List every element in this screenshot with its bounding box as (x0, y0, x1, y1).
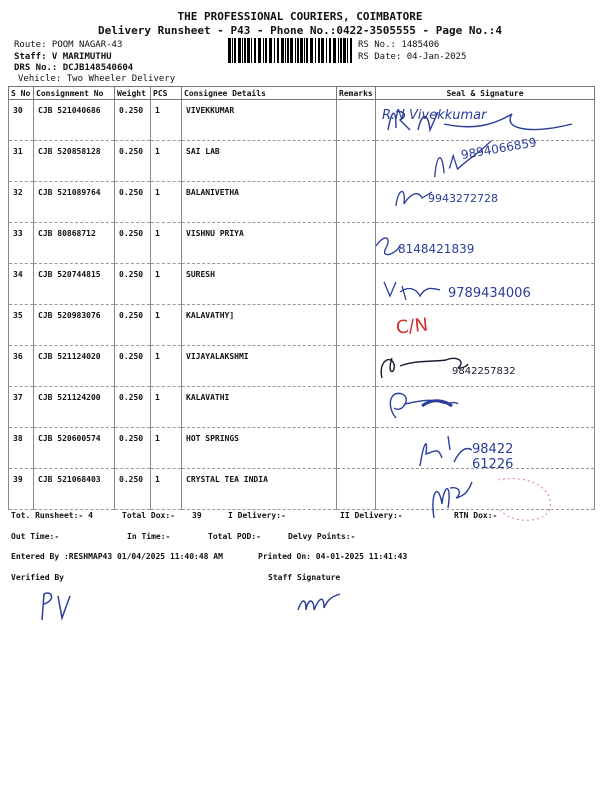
barcode-bar (343, 38, 346, 63)
company-title: THE PROFESSIONAL COURIERS, COIMBATORE (177, 10, 423, 23)
cell-seal (376, 346, 595, 387)
barcode-bar (338, 38, 339, 63)
cell-consignee: KALAVATHY] (182, 305, 337, 346)
barcode-bar (290, 38, 293, 63)
table-row (9, 346, 595, 387)
barcode-bar (238, 38, 241, 63)
route-label: Route: POOM NAGAR-43 (14, 40, 123, 50)
cell-sno: 37 (9, 387, 34, 428)
col-remarks: Remarks (337, 87, 376, 100)
table-header-row (9, 87, 595, 100)
verified-by-label: Verified By (11, 573, 64, 582)
cell-consignee: SAI LAB (182, 141, 337, 182)
cell-remarks (337, 387, 376, 428)
barcode-bar (306, 38, 308, 63)
cell-consignee: HOT SPRINGS (182, 428, 337, 469)
verified-signature (36, 588, 76, 626)
cell-consignment: CJB 521089764 (34, 182, 115, 223)
runsheet-title: Delivery Runsheet - P43 - Phone No.:0422-3505555 - Page No.:4 (98, 24, 502, 37)
cell-remarks (337, 182, 376, 223)
rtn-dox: RTN Dox:- (454, 511, 498, 520)
col-seal-signature: Seal & Signature (376, 87, 595, 100)
cell-consignment: CJB 521068403 (34, 469, 115, 510)
barcode-bar (310, 38, 313, 63)
cell-remarks (337, 223, 376, 264)
total-dox-value: 39 (192, 511, 202, 520)
barcode-image (228, 38, 353, 63)
cell-remarks (337, 469, 376, 510)
cell-sno: 33 (9, 223, 34, 264)
barcode-bar (297, 38, 299, 63)
barcode-bar (247, 38, 250, 63)
table-row (9, 387, 595, 428)
cell-weight: 0.250 (115, 305, 151, 346)
cell-consignee: VISHNU PRIYA (182, 223, 337, 264)
cell-seal (376, 387, 595, 428)
cell-seal (376, 305, 595, 346)
signature-row-38: 98422 61226 (414, 432, 474, 472)
cell-sno: 30 (9, 100, 34, 141)
barcode-bar (269, 38, 272, 63)
table-row (9, 141, 595, 182)
cell-consignee: BALANIVETHA (182, 182, 337, 223)
cell-weight: 0.250 (115, 264, 151, 305)
cell-consignment: CJB 520600574 (34, 428, 115, 469)
cell-weight: 0.250 (115, 387, 151, 428)
table-row (9, 100, 595, 141)
delvy-points: Delvy Points:- (288, 532, 356, 541)
cell-consignee: VIJAYALAKSHMI (182, 346, 337, 387)
cell-weight: 0.250 (115, 428, 151, 469)
barcode-bar (277, 38, 279, 63)
barcode-bar (321, 38, 324, 63)
barcode-bar (347, 38, 348, 63)
barcode-bar (274, 38, 275, 63)
cell-pcs: 1 (151, 469, 182, 510)
signature-row-33: 8148421839 (372, 232, 402, 264)
cell-pcs: 1 (151, 182, 182, 223)
out-time: Out Time:- (11, 532, 60, 541)
barcode-bar (326, 38, 327, 63)
barcode-bar (242, 38, 243, 63)
entered-by: Entered By :RESHMAP43 01/04/2025 11:40:48 AM (11, 552, 223, 561)
barcode-bar (265, 38, 267, 63)
col-consignee: Consignee Details (182, 87, 337, 100)
cell-pcs: 1 (151, 223, 182, 264)
rs-number: RS No.: 1485406 (358, 40, 440, 50)
cell-seal (376, 469, 595, 510)
barcode-bar (350, 38, 352, 63)
cell-weight: 0.250 (115, 469, 151, 510)
cell-seal (376, 141, 595, 182)
cell-pcs: 1 (151, 100, 182, 141)
cell-sno: 38 (9, 428, 34, 469)
signature-row-31: 9894066859 (425, 134, 501, 185)
cell-consignee: KALAVATHI (182, 387, 337, 428)
tot-runsheet: Tot. Runsheet:- 4 (11, 511, 93, 520)
cell-consignee: VIVEKKUMAR (182, 100, 337, 141)
cell-sno: 32 (9, 182, 34, 223)
barcode-bar (232, 38, 233, 63)
barcode-bar (244, 38, 246, 63)
col-consignment: Consignment No (34, 87, 115, 100)
barcode-bar (295, 38, 296, 63)
cell-pcs: 1 (151, 305, 182, 346)
col-pcs: PCS (151, 87, 182, 100)
barcode-bar (315, 38, 316, 63)
runsheet-table (8, 86, 595, 510)
staff-signature (294, 590, 344, 620)
staff-signature-label: Staff Signature (268, 573, 341, 582)
table-row (9, 223, 595, 264)
cell-consignment: CJB 520858128 (34, 141, 115, 182)
table-row (9, 469, 595, 510)
signature-row-32: 9943272728 (392, 180, 442, 214)
total-pod: Total POD:- (208, 532, 261, 541)
barcode-bar (333, 38, 336, 63)
cell-consignment: CJB 520983076 (34, 305, 115, 346)
barcode-bar (234, 38, 236, 63)
barcode-bar (254, 38, 256, 63)
cell-remarks (337, 100, 376, 141)
cell-remarks (337, 346, 376, 387)
cell-weight: 0.250 (115, 141, 151, 182)
barcode-bar (228, 38, 231, 63)
signature-row-35: C/N (394, 314, 430, 339)
table-row (9, 428, 595, 469)
rs-date: RS Date: 04-Jan-2025 (358, 52, 467, 62)
barcode-bar (263, 38, 264, 63)
cell-consignment: CJB 520744815 (34, 264, 115, 305)
cell-sno: 39 (9, 469, 34, 510)
cell-pcs: 1 (151, 387, 182, 428)
drs-number: DRS No.: DCJB148540604 (14, 63, 134, 73)
barcode-bar (329, 38, 331, 63)
cell-sno: 31 (9, 141, 34, 182)
cell-consignment: CJB 521124020 (34, 346, 115, 387)
barcode-bar (304, 38, 305, 63)
barcode-bar (251, 38, 252, 63)
cell-sno: 34 (9, 264, 34, 305)
cell-remarks (337, 141, 376, 182)
ii-delivery: II Delivery:- (340, 511, 403, 520)
table-row (9, 182, 595, 223)
cell-pcs: 1 (151, 141, 182, 182)
barcode-bar (285, 38, 286, 63)
barcode-bar (281, 38, 284, 63)
cell-seal (376, 100, 595, 141)
signature-row-30: R.N Vivekkumar (382, 100, 487, 124)
table-row (9, 305, 595, 346)
cell-seal (376, 428, 595, 469)
barcode-bar (300, 38, 303, 63)
cell-remarks (337, 264, 376, 305)
table-row (9, 264, 595, 305)
cell-seal (376, 182, 595, 223)
cell-pcs: 1 (151, 428, 182, 469)
cell-sno: 36 (9, 346, 34, 387)
printed-on: Printed On: 04-01-2025 11:41:43 (258, 552, 408, 561)
cell-weight: 0.250 (115, 182, 151, 223)
in-time: In Time:- (127, 532, 171, 541)
barcode-bar (318, 38, 320, 63)
col-weight: Weight (115, 87, 151, 100)
barcode-bar (340, 38, 342, 63)
cell-weight: 0.250 (115, 223, 151, 264)
cell-consignment: CJB 521040686 (34, 100, 115, 141)
vehicle-label: Vehicle: Two Wheeler Delivery (18, 74, 176, 84)
cell-seal (376, 264, 595, 305)
cell-sno: 35 (9, 305, 34, 346)
barcode-bar (287, 38, 289, 63)
cell-weight: 0.250 (115, 100, 151, 141)
signature-row-34: 9789434006 (382, 276, 442, 306)
cell-seal (376, 223, 595, 264)
i-delivery: I Delivery:- (228, 511, 286, 520)
staff-label: Staff: V MARIMUTHU (14, 52, 112, 62)
cell-consignment: CJB 80868712 (34, 223, 115, 264)
cell-pcs: 1 (151, 264, 182, 305)
cell-consignee: CRYSTAL TEA INDIA (182, 469, 337, 510)
cell-weight: 0.250 (115, 346, 151, 387)
signature-row-36: 9842257832 (376, 352, 471, 386)
cell-remarks (337, 305, 376, 346)
barcode-bar (258, 38, 261, 63)
cell-pcs: 1 (151, 346, 182, 387)
col-sno: S No (9, 87, 34, 100)
cell-consignment: CJB 521124200 (34, 387, 115, 428)
cell-remarks (337, 428, 376, 469)
total-dox-label: Total Dox:- (122, 511, 175, 520)
cell-consignee: SURESH (182, 264, 337, 305)
